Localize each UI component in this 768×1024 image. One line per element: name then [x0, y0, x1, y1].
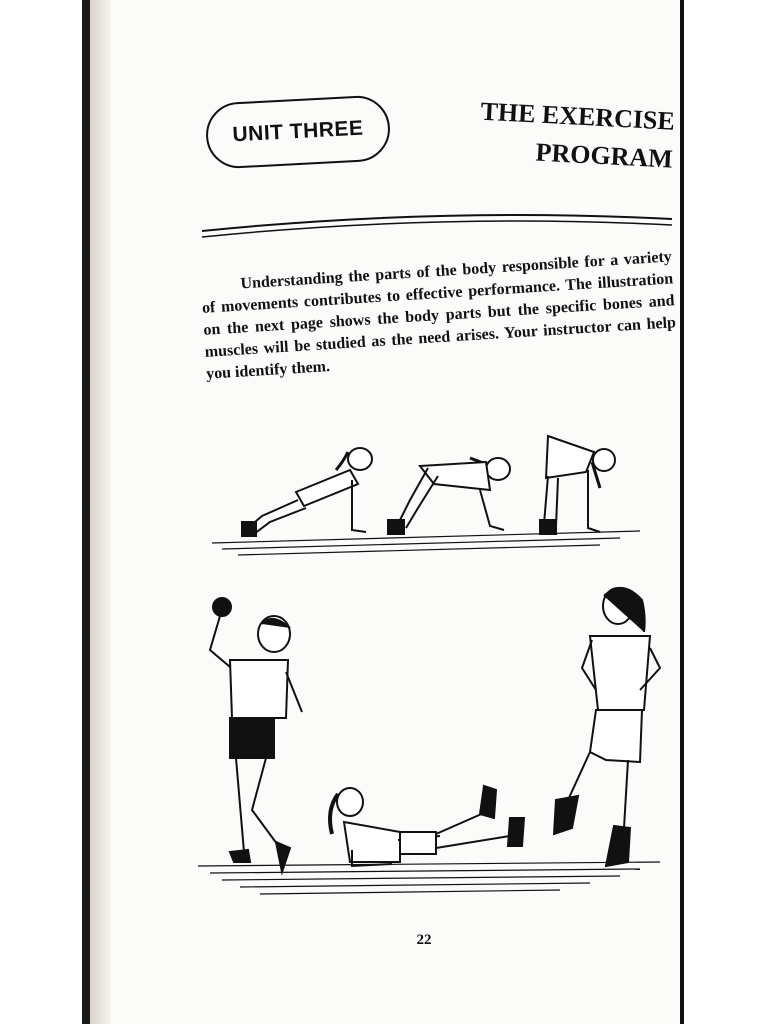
ball-throw-figure: [210, 598, 302, 872]
forward-bend-figure: [540, 436, 615, 534]
title-line-1: THE EXERCISE: [479, 96, 676, 136]
unit-label: UNIT THREE: [231, 116, 364, 147]
downward-stretch-figure: [388, 458, 510, 534]
title-line-2: PROGRAM: [534, 137, 674, 174]
sitting-figure: [330, 786, 524, 866]
push-up-figure: [242, 448, 372, 536]
standing-figure: [554, 588, 660, 866]
page-number: 22: [416, 932, 432, 948]
top-ground-lines: [212, 531, 640, 555]
bottom-ground-lines: [198, 862, 660, 894]
body-paragraph: Understanding the parts of the body responsible for a variety of movements contributes to effective performance. The illustration on the next page shows the body parts but the specific bones and muscles will be studied as the need arises. Your instructor can help you identify them.: [201, 248, 677, 383]
